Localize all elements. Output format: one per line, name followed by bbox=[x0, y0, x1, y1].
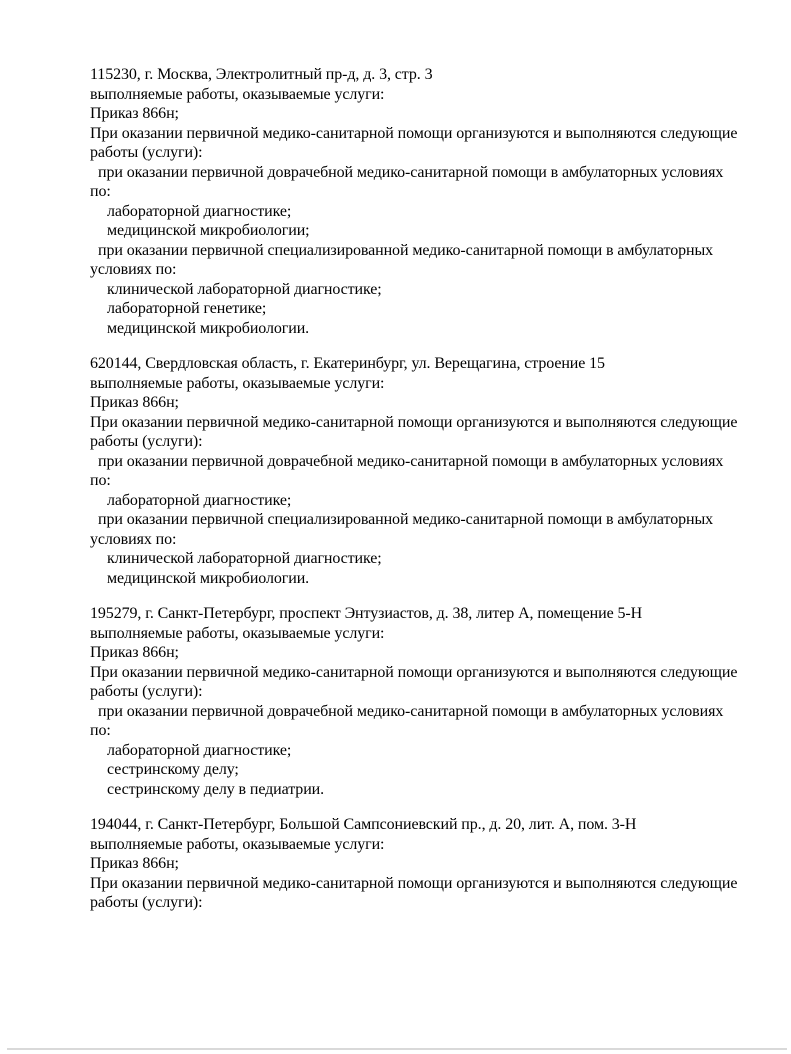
text-line: выполняемые работы, оказываемые услуги: bbox=[90, 85, 385, 103]
text-line: работы (услуги): bbox=[90, 433, 203, 450]
service-item: медицинской микробиологии. bbox=[107, 319, 310, 337]
text-line: при оказании первичной специализированной медико-санитарной помощи в амбулаторных bbox=[98, 241, 714, 259]
text-line: При оказании первичной медико-санитарной помощи организуются и выполняются следующие bbox=[90, 874, 738, 892]
service-item: медицинской микробиологии; bbox=[107, 222, 310, 239]
text-line: Приказ 866н; bbox=[90, 394, 179, 411]
text-line: по: bbox=[90, 472, 111, 489]
service-item: лабораторной диагностике; bbox=[107, 491, 292, 509]
text-line: при оказании первичной доврачебной медико-санитарной помощи в амбулаторных условиях bbox=[98, 452, 724, 470]
license-section bbox=[90, 815, 755, 913]
text-line: при оказании первичной доврачебной медико-санитарной помощи в амбулаторных условиях bbox=[98, 163, 724, 181]
license-section bbox=[90, 354, 755, 588]
address-line: 195279, г. Санкт-Петербург, проспект Энтузиастов, д. 38, литер А, помещение 5-Н bbox=[90, 605, 643, 622]
text-line: При оказании первичной медико-санитарной помощи организуются и выполняются следующие bbox=[90, 413, 738, 431]
text-line: по: bbox=[90, 183, 111, 200]
text-line: условиях по: bbox=[90, 530, 177, 548]
text-line: Приказ 866н; bbox=[90, 105, 179, 122]
text-line: Приказ 866н; bbox=[90, 644, 179, 661]
service-item: сестринскому делу; bbox=[107, 761, 239, 778]
text-line: работы (услуги): bbox=[90, 144, 203, 161]
address-line: 194044, г. Санкт-Петербург, Большой Сампсониевский пр., д. 20, лит. А, пом. 3-Н bbox=[90, 816, 637, 833]
bottom-divider bbox=[7, 1048, 787, 1050]
license-section bbox=[90, 604, 755, 799]
service-item: лабораторной диагностике; bbox=[107, 741, 292, 759]
text-line: При оказании первичной медико-санитарной помощи организуются и выполняются следующие bbox=[90, 663, 738, 681]
service-item: лабораторной диагностике; bbox=[107, 202, 292, 220]
text-line: выполняемые работы, оказываемые услуги: bbox=[90, 835, 385, 853]
text-line: выполняемые работы, оказываемые услуги: bbox=[90, 624, 385, 642]
license-section bbox=[90, 65, 755, 338]
service-item: клинической лабораторной диагностике; bbox=[107, 280, 382, 298]
text-line: работы (услуги): bbox=[90, 683, 203, 700]
license-text-block bbox=[90, 65, 755, 913]
text-line: условиях по: bbox=[90, 261, 177, 278]
address-line: 115230, г. Москва, Электролитный пр-д, д. 3, стр. 3 bbox=[90, 66, 433, 83]
service-item: клинической лабораторной диагностике; bbox=[107, 550, 382, 567]
service-item: сестринскому делу в педиатрии. bbox=[107, 780, 325, 798]
service-item: медицинской микробиологии. bbox=[107, 569, 310, 587]
text-line: при оказании первичной доврачебной медико-санитарной помощи в амбулаторных условиях bbox=[98, 702, 724, 720]
text-line: работы (услуги): bbox=[90, 894, 203, 911]
text-line: При оказании первичной медико-санитарной помощи организуются и выполняются следующие bbox=[90, 124, 738, 142]
text-line: Приказ 866н; bbox=[90, 855, 179, 872]
text-line: выполняемые работы, оказываемые услуги: bbox=[90, 374, 385, 392]
address-line: 620144, Свердловская область, г. Екатеринбург, ул. Верещагина, строение 15 bbox=[90, 355, 605, 372]
service-item: лабораторной генетике; bbox=[107, 300, 267, 317]
text-line: по: bbox=[90, 722, 111, 739]
text-line: при оказании первичной специализированной медико-санитарной помощи в амбулаторных bbox=[98, 511, 714, 528]
